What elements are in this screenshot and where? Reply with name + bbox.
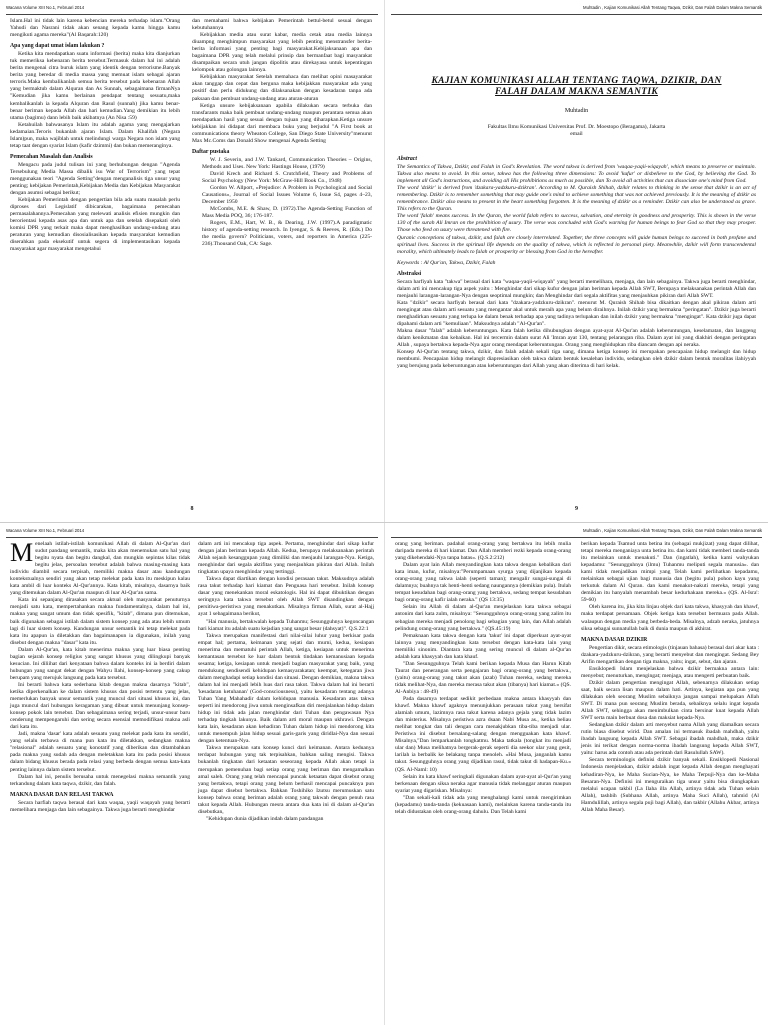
paragraph: Secara harfiah taqwa berasal dari kata waqaa, yaqii waqayah yang berarti memelihara menjaga dan lain sebagainya. Takwa juga berarti menghindar [10,799,190,813]
spread-bottom [0,522,768,1025]
page11-column-2 [581,541,759,814]
abstraksi-p1: Secara harfiyah kata "takwa" berasal dari kata "waqaa-yaqii-wiqayah" yang berarti memelihara, menjaga, dan lain sebagainya. Takwa juga berarti menghindar, dalam arti ini mencakup tiga aspek yaitu : Menghindar dari sikap kufur dengan jalan beriman kepada Allah SWT, Berupaya melaksanakan perintah Allah dan menjauhi larangan-larangan-Nya dengan seoptimal mungkin; dan Menghindar dari segala aktifitas yang menjauhkan pikiran dari Allah SWT. [397,278,756,299]
paragraph: Dalam hal ini, penulis berusaha untuk menegelasi makna semantik yang terkandung dalam kata taqwa, dzikir, dan falah. [10,773,190,787]
paragraph-text: enelaah istilah-istilah komunikasi Allah di dalam Al-Qur'an dari sudut pandang semantik, maka kita akan menemukan satu hal yang begitu nyata dan begitu dangkal, dan mungkin sepintas kilas tidak begitu jelas, persoalan tersebut adalah bahwa masing-masing kata individu diambil secara terpisah, memiliki makna dasar atau kandungan kontekstualnya sendiri yang akan tetap melekat pada kata itu meskipun kalau kata ambil di luar konteks Al-Qur'annya. Kata kitab, misalnya, dasarnya baik yang ditemukan dalam Al-Qur'an maupun di luar Al-Qur'an sama. [10,541,190,597]
abstraksi-p2: Kata "dzikir" secara harfiyah berasal dari kata "dzakara-yadzkuru-dzikran". menurut M. Quraish Shihab bisa dikaitkan dengan akal pikiran dalam arti mengingat atau dalam arti sesuatu yang mengantar akal untuk meraih apa yang belum diraihnya. Inilah dzikir yang bermakna "peringatan". Dzikir juga berarti menghadirkan sesuatu yang terlupa ke dalam benak terhadap apa yang tadinya terlupakan dan inilah dzikir yang bermakna "mengingat". Kata dzikir juga dapat dipahami dalam arti "kemuliaan". Maksudnya adalah "Al-Qur'an". [397,299,756,328]
reference-item: W. J. Severin, and J.W. Tankard, Communication Theories – Origins, Methods and Uses. New York: Hastings House, (1979) [202,156,372,170]
paragraph: Ketahuilah bahwasanya Islam itu adalah agama yang mengajarkan kedamaian.Teroris bukanlah ajaran Islam. Dalam Khalifah (Negara Islam)pun, maka wajiblah untuk melindungi warga Negara non islam yang tetap taat dengan syariat Islam (kafir dzimmi) dan bukan memeranginya. [10,121,180,149]
quote: "Kehidupan dunia dijadikan indah dalam pandangan [206,815,324,822]
paragraph: Takwa dapat diartikan dengan kondisi perasaan takut. Maksudnya adalah rasa takut terhadap hari kiamat dan Penguasa hari tersebut. Inilah konsep dasar yang menekankan moral eskatologis. Hal ini dapat dibuktikan dengan seringnya kata takwa tersebut oleh Allah SWT disandingkan dengan persitiwa-peristiwa yang menakutkan. Misalnya firman Allah, surat al-Hajj ayat 1 sebagaimana berikut, [198,576,374,618]
page10-column-1 [10,538,190,814]
paragraph: dan memahami bahwa kebijakan Pemerintah bettul-betul sesuai dengan kebutuhannya [192,18,372,32]
paragraph: orang yang beriman. padahal orang-orang yang bertakwa itu lebih mulia daripada mereka di hari kiamat. Dan Allah memberi rezki kepada orang-orang yang dikehendaki-Nya tanpa batas». (Q.S.2:212) [395,541,571,562]
reference-item: Gordon W. Allport, «Prejudice: A Problem in Psychological and Social Causations», Journal of Social Issues Volume 6, Issue S4, pages 4–23, December 1950 [202,185,372,206]
paragraph: Ketika kita mendapatkan suatu informasi (berita) maka kita dianjurkan tuk memeriksa kebenaran berita tersebut.Termasuk dalam hal ini adalah berita mengenai citra buruk islam yang identik dengan terrorisme.Banyak berita yang beredar di media massa yang memuat islam sebagai ajaran terroris.Maka kembalikanlah semua berita tersebut pada kebenaran Allah yang bermaktub dalam Alquran dan As Sunnah, sebagaimana firmanNya "Kemudian jika kamu berlainan pendapat tentang sesuatu,maka kembalikanlah ia kepada Alquran dan Rasul (sunnah) jika kamu benar-benar beriman kepada Allah dan hari kemudian.Yang demikian itu lebih utama (bagimu) dann lebih baik akibatnya (An Nisa :59) [10,51,180,121]
references-heading: Daftar pustaka [192,148,230,155]
paragraph: Pada dasarnya terdapat sedikit perbedaan makna antara khasyyah dan khawf. Makna khawf agaknya menunjukkan perasaan takut yang bersifat alamiah umum, lazimnya rasa takut karena adanya gejala yang tidak lazim dan misterius. Misalnya peristiwa azra dsaan Nabi Musa as., ketika beliau melihat tongkat dan tali dengan cara menakjubkan tiba-tiba menjadi ular. Peristiwa ini disebut bersalang-salang dengan mengguakan kata khawf. Misalnya,"Dan lemparkanlah tongkatmu. Maka tatkala (tongkat itu menjadi ular dan) Musa melihatnya bergerak-gerak seperti dia seekor ular yang gesit, larilah ia berbalik ke belakang tanpa menoleh. «Hai Musa, janganlah kamu takut. Sesungguhnya orang yang dijadikan rasul, tidak takut di hadapan-Ku.» (QS. Al-Naml: 10) [395,696,571,773]
page-9 [385,0,768,522]
section-heading: Apa yang dapat umat islam lakukan ? [10,43,105,50]
paragraph: Kebijakkan media atau surat kabar, media cetak atau media lainnya diuampng menghimpun masyarakat yang lebih penting menstransfer berita-berita informasi yang penting bagi masyarakat.Kebijaksanaan apa dan bagaimana DPR yang telah melalui prinsip dan bermanfaat bagi masyarakat disampaikan secara utuh jangan dipolitis atau direkayasa untuk kepentingan kelompok atau golongan lainnya. [192,32,372,74]
paragraph: Takwa merupakan satu konsep kunci dari keimanan. Antara keduanya terdapat hubungan yang tak terpisahkan, bahkan saling mengisi. Takwa bukanlah tingkatan dari ketaatan seseorang kepada Allah akan tetapi ia merupakan pemenuhan bagi setiap orang yang beriman dan mengamalkan amal saleh. Orang yang telah mencapai puncak ketaatan dapat disebut orang yang bertakwa, tetapi orang yang belum berhasil mencapai puncaknya pun juga dapat disebut bertakwa. Bahkan Toshihiko Izutsu merumuskan satu konsep bahwa orang beriman adalah orang yang takwah dengan penuh rasa takut kepada Allah. Hubungan mesra antara dua kata ini di dalam al-Qur'an disebutkan, [198,745,374,815]
journal-label: Wacana Volume XIII No.1, Februari 2014 [6,5,85,10]
paragraph: Dalam Al-Qur'an, kata kitab menerima makna yang luar biasa penting bagian sejarah konsep religius yang sangat khusus yang dilingkupi banyak kesucian. Ini diliihat dari kenyataan bahwa dalam konteks ini ia berdiri dalam hubungan yang sangat dekat dengan Wahyu Ilahi, konsep-konsep yang cakup berupam yang merujuk langsung pada kata tersebut. [10,646,190,681]
paragraph: Selain itu Allah di dalam al-Qur'an menjelaskan kata takwa sebagai antonim dari kata zulm, misalnya: "Sesungguhnya orang-orang yang zalim itu sebagian mereka menjadi penolong bagi sebagian yang lain, dan Allah adalah pelindung orang-orang yang bertakwa." (QS.45:19) [395,604,571,632]
abstraksi-heading: Abstraksi [397,270,422,277]
reference-item: McCombs, M.E. & Shaw, D. (1972).The Agenda-Setting Function of Mass Media POQ, 36; 176-187. [202,206,372,220]
abstract [397,152,756,370]
journal-label: Wacana Volume XIII No.1, Februari 2014 [6,528,85,533]
section-heading: Pemecahan Masalah dan Analisis [10,153,93,160]
abstract-en-p4: Quranic conceptions of takwa, dzikir, and falah are closely interrelated. Together, the three concepts will guide human beings to succeed in both profane and spiritual lives. Success in the spiritual life depends on the quality of takwa, which is reflected in personal piety. Meanwhile, dzikir will form transcendental morality, which ultimately leads to falah or prosperity or blessing from God in the hereafter. [397,234,756,255]
paragraph: Pemaknaan kata takwa dengan kata 'takut' ini dapat diperkuat ayat-ayat lainnya yang menyandingkan kata tersebut dengan kata-kata lain yang memiliki sinonim. Diantara kata yang sering muncul di dalam al-Qur'an adalah kata khasyyah dan kata khauf. [395,632,571,660]
paragraph: Ini berarti bahwa kata sederhana kitab dengan makna dasarnya "kitab", ketika diperkenalkan ke dalam sistem khusus dan posisi tertentu yang jelas, memerlukan banyak unsur semantik yang muncul dari situasi khusus ini, dan juga muncul dari hubungan keragaman yang dibuat untuk menunjang konsep-konsep pokok lain tersebut. Dan sebagaimana sering terjadi, unsur-unsur baru cenderung mempengaruhi dan sering secara esensial memodifikasi makna asli dari kata itu. [10,681,190,731]
paragraph: Pengertian dikir, secara etimologis (tinjauan bahasa) berasal dari akar kata : dzakara-yadzkuru-dzikran, yang berarti menyebut dan mengingat. Sedang Bey Arifin mengartikan dengan tiga makna, yaitu; ingat, sebut, dan ajaran. [581,644,759,665]
paragraph: Jadi, makna 'dasar' kata adalah sesuatu yang melekat pada kata itu sendiri, yang selalu terbawa di mana pun kata itu diletakkan, sedangkan makna "relasional" adalah sesuatu yang konotatif yang diberikan dan ditambahkan pada makna yang sudah ada dengan meletakkan kata itu pada posisi khusus dalam bidang khusus berada pada relasi yang berbeda dengan semua kata-kata penting lainnya dalam sistem tersebut. [10,731,190,773]
abstract-en-p3: The word 'falah' means success. In the Quran, the world falah refers to success, salvation, and eternity in goodness and prosperity. This is shown in the verse 130 of the surah Ali Imran on the prohibition of usury. The verse was concluded with God's warning for human beings to fear God so that they may prosper. Those who feed on usury were threatened with fire. [397,213,756,234]
paragraph: Kata ini sepanjang dirasakan secara aktual oleh masyarakat penuturnya menjadi satu kata, mempertahankan makna fundamentalnya, dalam hal ini, makna yang sangat umum dan tidak spesifik, "kitab", dimana pun ditemukan, baik digunakan sebagai istilah dalam sistem konsep yang ada atau lebih umum lagi di luar sistem konsep. Kandungan unsur semantik ini tetap melekat pada kata itu apapun ia diletakkan dan bagaimanapun ia digunakan, inilah yang disebut dengan makna "dasar" kata itu. [10,597,190,646]
paragraph [10,538,190,597]
section-heading: MAKNA DASAR DZIKIR [581,636,648,643]
page-10 [0,523,385,1025]
article-title: KAJIAN KOMUNIKASI ALLAH TENTANG TAQWA, DZIKIR, DAN FALAH DALAM MAKNA SEMANTIK [431,76,722,97]
paragraph: Islam.Hal ini tidak lain karena kebencian mereka terhadap islam."Orang Yahudi dan Nasrani tidak akan senang kepada kamu hingga kamu mengikuti agama mereka"(Al Baqarah:120) [10,18,180,39]
paragraph: Mengacu pada judul tulisan ini yang berhubungan dengan "Agenda Tersebulung Media Massa dibalik isu War of Terrorism" yang tepat menggunakan teori "Agenda Setting"dengan menganalisis tiga unsur yang penting; kebijakan Pemerintah,Kebijakan Media dan Kebijakan Masyarakat dengan asumsi sebagai berikut; [10,161,180,197]
quote: "Hai manusia, bertakwalah kepada Tuhanmu; Sesungguhnya kegoncangan hari kiamat itu adalah suatu kejadian yang sangat besar (dahsyat)". Q.S.22:1 [198,618,374,632]
email: email [570,131,583,137]
page11-column-1 [395,541,571,816]
page10-column-2 [198,541,374,823]
paragraph: Dalam ayat lain Allah menyandingkan kata takwa dengan kebalikan dari kata iman, kufur, misalnya:"Perumpamaan syurga yang dijanjikan kepada orang-orang yang takwa ialah (seperti taman); mengalir sungai-sungai di dalamnya; buahnya tak henti-henti sedang naungannya (demikian pula). Itulah tempat kesudahan bagi orang-orang yang bertakwa, sedang tempat kesudahan bagi orang-orang kafir ialah neraka." (QS 13:35) [395,562,571,604]
abstraksi-p3: Makna dasar "falah" adalah keberuntungan. Kata falah ketika dihubungkan dengan ayat-ayat Al-Qur'an adalah keberuntungan, keselamatan, dan langgeng dalam kenikmatan dan kebaikan. Hal ini tercermin dalam surat Ali 'Imran ayat 130, tentang pelarangan riba. Dalam ayat ini yang diakhiri dengan peringatan Allah , supaya bertakwa kepada-Nya agar orang mendapat keberuntungan. Orang yang menghidupkan riba diancam dengan api neraka. [397,328,756,349]
section-heading: MAKNA DASAR DAN RELASI TAKWA [10,791,114,798]
abstract-heading: Abstract [397,156,417,162]
quote: "Dan sekali-kali tidak ada yang menghalangi kami untuk mengirimkan (kepadamu) tanda-tanda (kekuasaan kami), melainkan karena tanda-tanda itu telah didustakan oleh orang-orang dahulu. Dan Telah kami [395,794,571,815]
paragraph: berikan kepada Tsamud unta betina itu (sebagai mukjizat) yang dapat dilihat, tetapi mereka menganiaya unta betina itu. dan kami tidak memberi tanda-tanda itu melainkan untuk menakuti." Dan (ingatlah), ketika kami wahyukan kepadamu: "Sesungguhnya (ilmu) Tuhanmu meliputi segala manusia». dan kami tidak menjadikan mimpi yang Telah kami perlihatkan kepadamu, melainkan sebagai ujian bagi manusia dan (begitu pula) pohon kayu yang terkutuk dalam Al Quran. dan kami menakut-nakuti mereka, tetapi yang demikian itu hanyalah menambah besar kedurhakaan mereka.» (QS. Al-Isra': 59-60) [581,541,759,604]
running-head: Muhtadin , Kajian Komunikasi Allah Tentang Taqwa, Dzikir, Dan Falah Dalam Makna Semantik [583,5,762,10]
reference-item: David Krech and Richard S. Crutchfield, Theory and Problems of Social Psychology (New York: McGraw-Hill Book Co., 1948) [202,170,372,185]
paragraph: Ensiklopedi Islam menjelaskan bahwa dzikir bermakna antara lain: menyebut; menuturkan, mengingat; menjaga, atau mengerti perbuatan baik. [581,665,759,679]
paragraph: Kebijakan Pemerintah dengan pengertian bila ada suatu masalah perlu diproses dari Legislatif dibicarakan, bagaimana pemecahan permasalahannya.Pemecahan yang melewati analisis efisien mungkin dan berorientasi kepada asas apa dan untuk apa dan setelah disepakati oleh komisi DPR yang terkait maka dapat menghasilkan undang-undang atau peraturan yang kemudian disosialisasikan kepada masyarakat kemudian diserahkan pada eksekutif untuk segera di implementasikan kepada masyarakat agar masyarakat mengetahui [10,197,180,253]
paragraph: Takwa merupakan manifestasi dari nilai-nilai luhur yang berkisar pada empat hal; pertama, keimanan yang sejati dan murni, kedua, kesiapan menerima dan mematuhi perintah Allah, ketiga, kesiapan untuk menerima kemantasan tersebut ke luar dalam bentuk tindakan kemanusiaan kepada sesama; ketiga, kesiapan untuk menjadi bagian masyarakat yang baik, yang mendukung sendisendi kehidupan kemasyarakatan; keempat, ketegaran jiwa dalam menghadapi setiap kondisi dan situasi. Dengan demikian, makna takwa dalam hal ini menjadi lebih luas dari rasa takut. Takwa dalam hal ini berarti 'kesadaran ketuhanan' (God-consciousness), yaitu kesadaran tentang adanya Tuhan Yang Mahahadir dalam kehidupan manusia. Kesadaran atas takwa seperti ini mendorong jiwa untuk menginsafkan diri menjalankan hidup dalam hidup ini tidak ada jalan menghindar dari Tuhan dan pengawasan Nya terhadap tingkah lakunya. Baik dalam arti moral maupun ukhrawi. Dengan kata lain, kesadaran akan kehadiran Tuhan dalam hidup ini mendorong kita untuk menempuh jalan hidup sesuai garis-garis yang diridlai-Nya dan sesuai dengan ketentuan-Nya. [198,632,374,745]
page-header [6,525,378,538]
reference-item: Rogers, E.M., Hart, W. B., & Dearing, J.W. (1997).A paradigmatic history of agenda-setting research. In Iyengar, S. & Reeves, R. (Eds.) Do the media govern? Politicians, voters, and reporters in America (225-236).Thousand Oak, CA: Sage. [202,220,372,248]
paragraph: "Dan Sesungguhnya Telah kami berikan kepada Musa dan Harun Kitab Taurat dan penerangan serta pengajaran bagi orang-orang yang bertakwa., (yaitu) orang-orang yang takut akan (azab) Tuhan mereka, sedang mereka tidak melihat-Nya, dan mereka merasa takut akan (tibanya) hari kiamat.» (QS. Al-Anbiya : 48-49) [395,660,571,695]
page-header [6,2,378,15]
paragraph: Ketiga unsure kebijaksanaan apabila dilakukan secara terbuka dan transfarants maka baik pembuat undang-undang maupun perantara semua akan mendapatkan hasil yang sesuai dengan tujuan yang diharapkan.Ketiga unsure kebijakkan ini didapat dari membaca buku yang berjudul "A First book at communications theory Wheaton College, San Diego State University"menurut Max Mc.Coms dan Donald Show mengenai Agenda Setting [192,102,372,144]
drop-cap: M [10,538,34,567]
paragraph: Sedangkan dzikir dalam arti menyebut nama Allah yang diamalkan secara rutin biasa disebut wirid. Dan amalan ini termasuk ibadah mahdhah, yaitu ibadah langsung kepada Allah SWT. Sebagai ibadah mahdhah, maka dzikir jenis ini terikat dengan norma-norma ibadah langsung kepada Allah SWT, yaitu: harus ada contoh atau ada perintah dari Rasulullah SAW). [581,722,759,757]
page-header [391,525,762,538]
abstraksi-p4: Konsep Al-Qur'an tentang takwa, dzikir, dan falah adalah sekali tiga uang, dimana ketiga konsep ini merupakan pencapaian hidup melangit dan hidup membumi. Pencapaian hidup melangit diapresiasikan oleh takwa dalam bentuk kesalehan individu, sedangkan oleh dzikir dalam bentuk moralitas ilahiyyah yang berujung pada keberuntungan atau keberuntungan dari Allah yang akan diterima di hari kelak. [397,349,756,370]
abstract-en-p2: The word 'dzikir' is derived from 'dzakara-yadzkuru-dzikran'. According to M. Quraish Shihab, dzikir relates to thinking in the sense that dzikir is an act of remembering. Dzikir is to remember something that may guide one's mind to achieve something that was not achieved previously. It is the meaning of dzikir as remembrance. Dzikir also means to present in the heart something forgotten. It is the meaning of dzikir as a reminder. Dzikir can also be understood as grace. This refers to the Quran. [397,185,756,213]
paragraph: Kebijakkan masyarakat Setelah memahaca dan melihat opini masayarakat akan tanggap dan cepat dan berguna maka kebijakkan masyarakat ada yang positif dan perlu didukung dan dilaksanakan dengan kesadaran tanpa ada paksaan dan pembuat undang-undang atau aturan-aturan [192,74,372,102]
paragraph: Dzikir dalam pengertian mengingat Allah, sebenarnya dilakukan setiap saat, baik secara lisan maupun dalam hati. Artinya, kegiatan apa pun yang dilakukan oleh seorang Muslim sebaiknya jangan sampai melupakan Allah SWT. Di mana pun seorang Muslim berada, sebaiknya selalu ingat kepada Allah SWT, sehingga akan menimbulkan cinta bersinar kuat kepada Allah SWT serta main berbuat dosa dan maksiat kepada-Nya. [581,679,759,722]
paragraph: Oleh karena itu, jika kita linjau objek dari kata takwa, khasyyah dan khawf, maka terdapat persamaan. Objek ketiga kata tersebut bermuara pada Allah. walaupun dengan media yang berbeda-beda. Misalnya, adzab neraka, jatuhnya siksa sebagai sunnatullah baik di dunia maupun di akhirat. [581,604,759,632]
running-head: Muhtadin , Kajian Komunikasi Allah Tentang Taqwa, Dzikir, Dan Falah Dalam Makna Semantik [583,528,762,533]
author: Muhtadin [564,108,589,114]
page-8 [0,0,385,522]
page-header [391,2,762,15]
paragraph: dalam arti ini mencakup tiga aspek. Pertama, menghindar dari sikap kufur dengan jalan beriman kepada Allah. Kedua, berupaya melaksanakan perintah Allah sejauh kesanggupan yang dimiliki dan menjauhi larangan-Nya. Ketiga, menghindar dari segala aktifitas yang menjauhkan pikiran dari Allah. Inilah tingkatan upaya menghindar yang tertinggi. [198,541,374,576]
abstract-en-p1: The Semantics of Takwa, Dzikir, and Falah in God's Revelation. The word takwa is derived from 'waqaa-yaqii-wiqayah', which means to preserve or maintain. Takwa also means to avoid. In this sense, takwa has the following three dimensions: To avoid 'kufur' or disbelieve to the God, by believing the God. To implement all God's instructions, and avoiding all His prohibitions as much as possible, dan To avoid all activities that can dissociate one's mind from God. [397,164,756,185]
affiliation-text: Fakultas Ilmu Komunikasi Universitas Prof. Dr. Moestopo (Beragama), Jakarta [487,124,666,130]
page-number: 8 [190,506,194,512]
page-number: 9 [575,506,578,512]
page8-column-1 [10,18,180,254]
keywords: Keywords : Al Qur'an, Takwa, Dzikir, Falah [397,259,496,266]
paragraph: Selain itu kata khawf seringkali digunakan dalam ayat-ayat al-Qur'an yang berkenaan dengan siksa neraka agar manusia tidak melanggar aturan maupun syariat yang digariskan. Misalnya: [395,773,571,794]
page8-column-2 [192,18,372,249]
paragraph: Secara terminologis definisi dzikir banyak sekali. Ensiklopedi Nasional Indonesia menjelaskan, dzikir adalah ingat kepada Allah dengan menghayati kehadiran-Nya, ke Maha Sucian-Nya, ke Maha Terpuji-Nya dan ke-Maha Besaran-Nya. Definisi ini menguraikan tiga unsur yaitu bisa diungkapkan melalui ucapan takbil (La Ilaha illa Allah, artinya tidak ada Tuhan selain Allah), tashbih (Subhana Allah, artinya Maha Suci Allah), tahmid (Al Hamdulillah, artinya segala puji bagi Allah), dan takbir (Allahu Akbar, artinya Allah Maha Besar). [581,757,759,813]
page-11 [385,523,768,1025]
affiliation [415,124,738,138]
